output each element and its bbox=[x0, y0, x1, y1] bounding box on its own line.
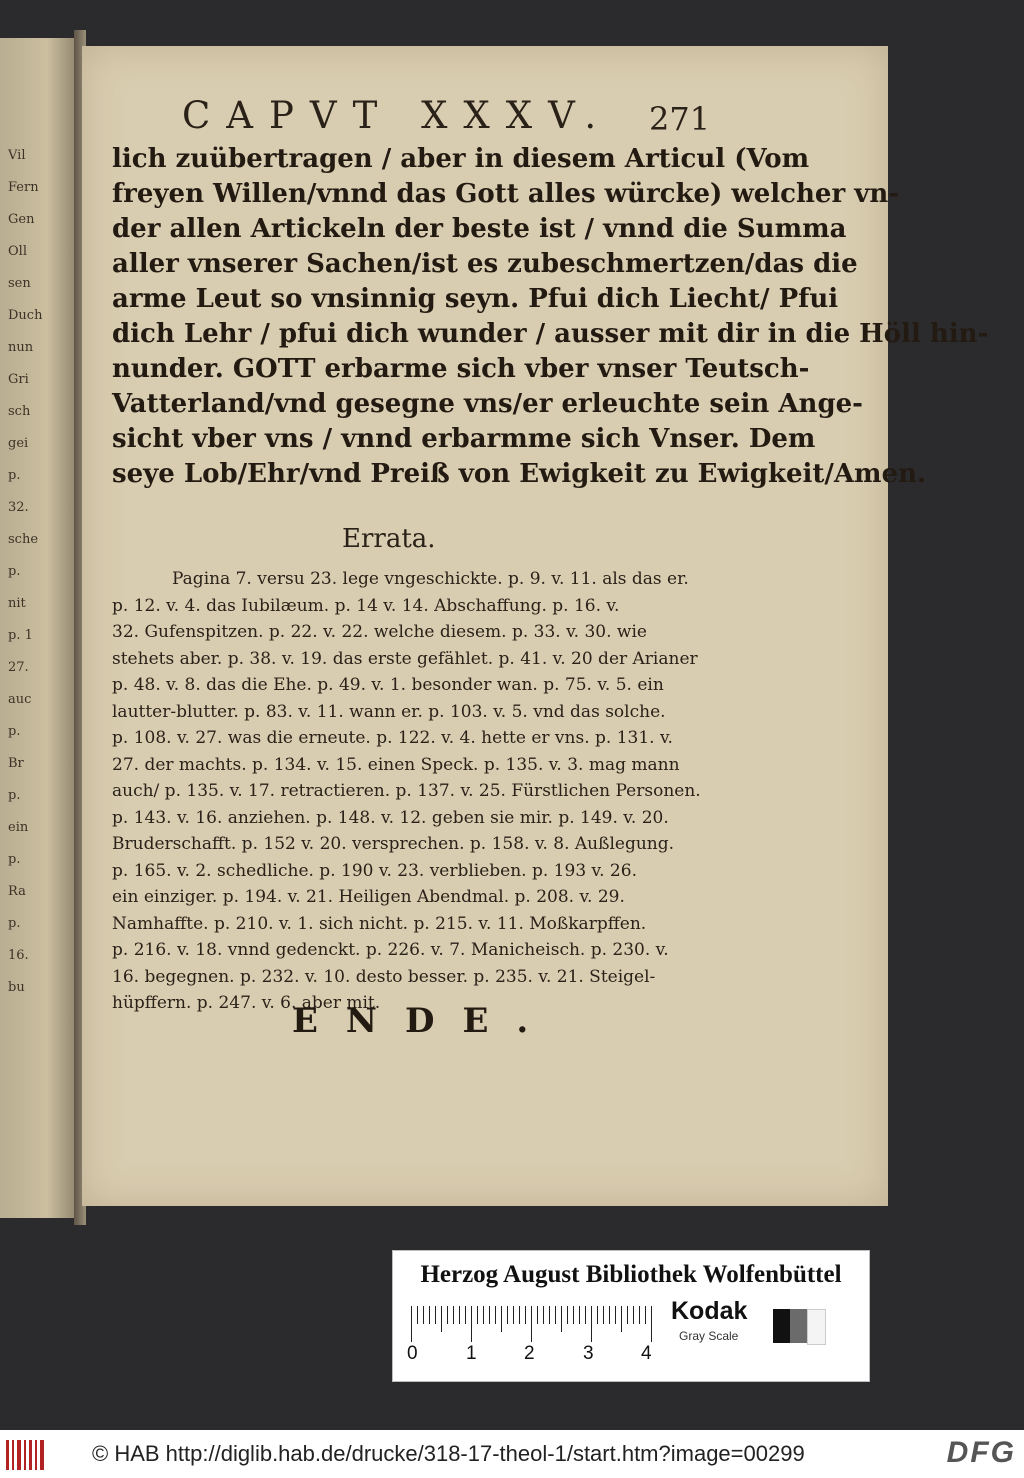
scale-label-3: 3 bbox=[583, 1343, 594, 1364]
ruler-tick bbox=[495, 1306, 496, 1324]
errata-line: p. 165. v. 2. schedliche. p. 190 v. 23. verblieben. p. 193 v. 26. bbox=[112, 860, 637, 881]
left-page-fragment: sche bbox=[8, 532, 39, 547]
ruler-tick bbox=[441, 1306, 442, 1332]
body-line: Vatterland/vnd gesegne vns/er erleuchte sein Ange- bbox=[112, 389, 863, 419]
left-page-fragment: nit bbox=[8, 596, 26, 611]
scale-label-0: 0 bbox=[407, 1343, 418, 1364]
left-page-fragment: p. bbox=[8, 724, 21, 739]
dfg-logo: DFG bbox=[946, 1436, 1016, 1469]
ruler-tick bbox=[561, 1306, 562, 1332]
body-line: freyen Willen/vnnd das Gott alles würcke) welcher vn- bbox=[112, 179, 900, 209]
ruler-tick bbox=[567, 1306, 568, 1324]
kodak-gray-scale-label: Gray Scale bbox=[679, 1329, 739, 1343]
ruler-tick bbox=[591, 1306, 592, 1342]
ruler-tick bbox=[423, 1306, 424, 1324]
left-page-fragment: sen bbox=[8, 276, 31, 291]
errata-line: p. 143. v. 16. anziehen. p. 148. v. 12. geben sie mir. p. 149. v. 20. bbox=[112, 807, 669, 828]
errata-line: auch/ p. 135. v. 17. retractieren. p. 137. v. 25. Fürstlichen Personen. bbox=[112, 781, 701, 801]
footer-bar bbox=[0, 1430, 1024, 1478]
body-line: aller vnserer Sachen/ist es zubeschmertzen/das die bbox=[112, 249, 858, 279]
ruler-tick bbox=[537, 1306, 538, 1324]
ruler-tick bbox=[465, 1306, 466, 1324]
ruler-tick bbox=[609, 1306, 610, 1324]
page-number: 271 bbox=[649, 100, 711, 138]
ruler-tick bbox=[615, 1306, 616, 1324]
ruler-tick bbox=[573, 1306, 574, 1324]
ruler-tick bbox=[447, 1306, 448, 1324]
left-page-fragment: p. bbox=[8, 468, 21, 483]
ruler-tick bbox=[621, 1306, 622, 1332]
kodak-brand: Kodak bbox=[671, 1297, 748, 1325]
ruler-tick bbox=[585, 1306, 586, 1324]
left-page-fragment: sch bbox=[8, 404, 31, 419]
errata-list bbox=[112, 566, 712, 1017]
ruler-tick bbox=[597, 1306, 598, 1324]
left-page-fragment: Vil bbox=[8, 148, 26, 163]
body-line: dich Lehr / pfui dich wunder / ausser mit dir in die Höll hin- bbox=[112, 319, 989, 349]
book-page bbox=[82, 46, 989, 1206]
left-page-fragment: Br bbox=[8, 756, 24, 771]
ruler-tick bbox=[627, 1306, 628, 1324]
body-line: nunder. GOTT erbarme sich vber vnser Teutsch- bbox=[112, 354, 810, 384]
left-page-fragment: gei bbox=[8, 436, 29, 451]
errata-line: Namhaffte. p. 210. v. 1. sich nicht. p. 215. v. 11. Moßkarpffen. bbox=[112, 913, 647, 934]
body-line: der allen Artickeln der beste ist / vnnd die Summa bbox=[112, 214, 847, 244]
ruler-tick bbox=[639, 1306, 640, 1324]
left-page-fragment: ein bbox=[8, 820, 29, 835]
ruler-tick bbox=[477, 1306, 478, 1324]
errata-line: 16. begegnen. p. 232. v. 10. desto besser. p. 235. v. 21. Steigel- bbox=[112, 966, 656, 987]
left-page-fragment: p. bbox=[8, 916, 21, 931]
left-page-fragment: Fern bbox=[8, 180, 39, 195]
ruler-tick bbox=[411, 1306, 412, 1342]
errata-line: lautter-blutter. p. 83. v. 11. wann er. p. 103. v. 5. vnd das solche. bbox=[112, 701, 666, 722]
body-line: seye Lob/Ehr/vnd Preiß von Ewigkeit zu Ewigkeit/Amen. bbox=[112, 459, 927, 489]
barcode-icon bbox=[6, 1440, 46, 1470]
left-page-edge bbox=[0, 38, 78, 1218]
errata-line: Bruderschafft. p. 152 v. 20. versprechen. p. 158. v. 8. Außlegung. bbox=[112, 834, 675, 854]
errata-line: 32. Gufenspitzen. p. 22. v. 22. welche diesem. p. 33. v. 30. wie bbox=[112, 622, 647, 642]
scale-label-4: 4 bbox=[641, 1343, 652, 1364]
ruler-tick bbox=[459, 1306, 460, 1324]
running-title: CAPVT XXXV. bbox=[182, 94, 613, 137]
ruler-tick bbox=[483, 1306, 484, 1324]
errata-line: p. 108. v. 27. was die erneute. p. 122. v. 4. hette er vns. p. 131. v. bbox=[112, 728, 673, 748]
ruler-tick bbox=[471, 1306, 472, 1342]
ruler-scale bbox=[411, 1306, 653, 1342]
errata-line: p. 12. v. 4. das Iubilæum. p. 14 v. 14. Abschaffung. p. 16. v. bbox=[112, 595, 620, 616]
left-page-fragment: Gri bbox=[8, 372, 29, 387]
ruler-tick bbox=[645, 1306, 646, 1324]
library-name: Herzog August Bibliothek Wolfenbüttel bbox=[420, 1261, 842, 1288]
left-page-fragment: Duch bbox=[8, 308, 43, 323]
ruler-tick bbox=[651, 1306, 652, 1342]
left-page-fragment: 32. bbox=[8, 500, 29, 515]
ruler-tick bbox=[501, 1306, 502, 1332]
ruler-tick bbox=[489, 1306, 490, 1324]
errata-line: ein einziger. p. 194. v. 21. Heiligen Abendmal. p. 208. v. 29. bbox=[112, 887, 625, 907]
ruler-tick bbox=[603, 1306, 604, 1324]
left-page-fragment: p. 1 bbox=[8, 628, 33, 643]
ruler-tick bbox=[525, 1306, 526, 1324]
body-line: sicht vber vns / vnnd erbarmme sich Vnser. Dem bbox=[112, 424, 816, 454]
left-page-fragment: p. bbox=[8, 852, 21, 867]
swatch-gray bbox=[790, 1309, 807, 1343]
body-line: arme Leut so vnsinnig seyn. Pfui dich Liecht/ Pfui bbox=[112, 284, 839, 314]
ruler-tick bbox=[543, 1306, 544, 1324]
left-page-fragment: 16. bbox=[8, 948, 29, 963]
ruler-tick bbox=[555, 1306, 556, 1324]
ruler-tick bbox=[579, 1306, 580, 1324]
errata-line: 27. der machts. p. 134. v. 15. einen Speck. p. 135. v. 3. mag mann bbox=[112, 754, 680, 775]
left-page-fragment: p. bbox=[8, 788, 21, 803]
ruler-tick bbox=[519, 1306, 520, 1324]
left-page-fragment: bu bbox=[8, 980, 25, 995]
left-page-fragment: nun bbox=[8, 340, 34, 355]
ruler-tick bbox=[453, 1306, 454, 1324]
swatch-black bbox=[773, 1309, 790, 1343]
left-page-fragment: p. bbox=[8, 564, 21, 579]
ruler-tick bbox=[531, 1306, 532, 1342]
page-body-text bbox=[112, 142, 989, 492]
errata-title: Errata. bbox=[342, 524, 436, 554]
body-line: lich zuübertragen / aber in diesem Articul (Vom bbox=[112, 144, 810, 174]
left-page-fragment: auc bbox=[8, 692, 32, 707]
footer-credit-link[interactable]: © HAB http://diglib.hab.de/drucke/318-17-theol-1/start.htm?image=00299 bbox=[92, 1441, 805, 1466]
ruler-tick bbox=[507, 1306, 508, 1324]
ruler-tick bbox=[513, 1306, 514, 1324]
errata-line: p. 48. v. 8. das die Ehe. p. 49. v. 1. besonder wan. p. 75. v. 5. ein bbox=[112, 675, 664, 695]
left-page-fragment: Ra bbox=[8, 884, 26, 899]
ruler-tick bbox=[417, 1306, 418, 1324]
color-reference-bar bbox=[392, 1250, 870, 1382]
scale-label-2: 2 bbox=[524, 1343, 535, 1364]
errata-line: hüpffern. p. 247. v. 6. aber mit. bbox=[112, 993, 381, 1013]
ruler-tick bbox=[429, 1306, 430, 1324]
ruler-tick bbox=[633, 1306, 634, 1324]
ende-mark: ENDE. bbox=[292, 1001, 557, 1041]
errata-line: stehets aber. p. 38. v. 19. das erste gefählet. p. 41. v. 20 der Arianer bbox=[112, 648, 698, 669]
ruler-tick bbox=[435, 1306, 436, 1324]
ruler-tick bbox=[549, 1306, 550, 1324]
left-page-fragment: Gen bbox=[8, 212, 35, 227]
scale-label-1: 1 bbox=[466, 1343, 477, 1364]
errata-line: p. 216. v. 18. vnnd gedenckt. p. 226. v. 7. Manicheisch. p. 230. v. bbox=[112, 940, 669, 960]
left-page-fragment: Oll bbox=[8, 244, 27, 259]
swatch-white bbox=[807, 1309, 826, 1345]
errata-line: Pagina 7. versu 23. lege vngeschickte. p. 9. v. 11. als das er. bbox=[172, 569, 689, 589]
left-page-fragment: 27. bbox=[8, 660, 29, 675]
